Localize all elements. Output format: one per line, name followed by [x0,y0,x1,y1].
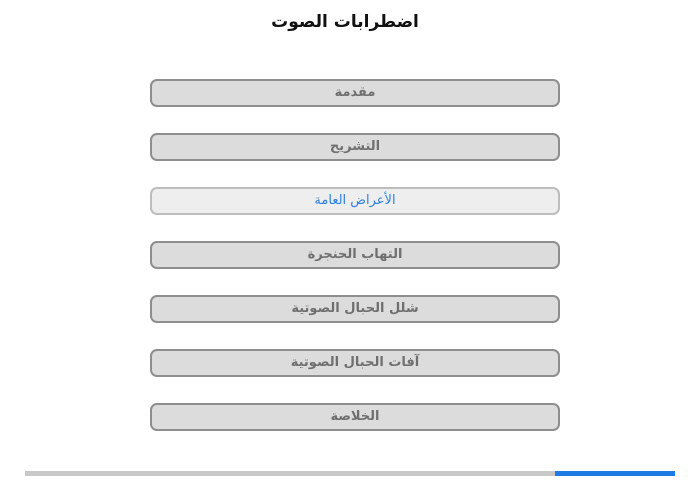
menu-item-vocal-cord-paralysis[interactable]: شلل الحبال الصوتية [150,295,560,323]
topic-menu [150,79,560,457]
menu-item-general-symptoms[interactable]: الأعراض العامة [150,187,560,215]
menu-item-introduction[interactable]: مقدمة [150,79,560,107]
menu-item-summary[interactable]: الخلاصة [150,403,560,431]
menu-item-anatomy[interactable]: التشريح [150,133,560,161]
menu-item-laryngitis[interactable]: التهاب الحنجرة [150,241,560,269]
page-title: اضطرابات الصوت [271,12,419,32]
menu-item-vocal-cord-lesions[interactable]: آفات الحبال الصوتية [150,349,560,377]
progress-bar-fill [555,471,675,476]
progress-bar [25,471,675,476]
